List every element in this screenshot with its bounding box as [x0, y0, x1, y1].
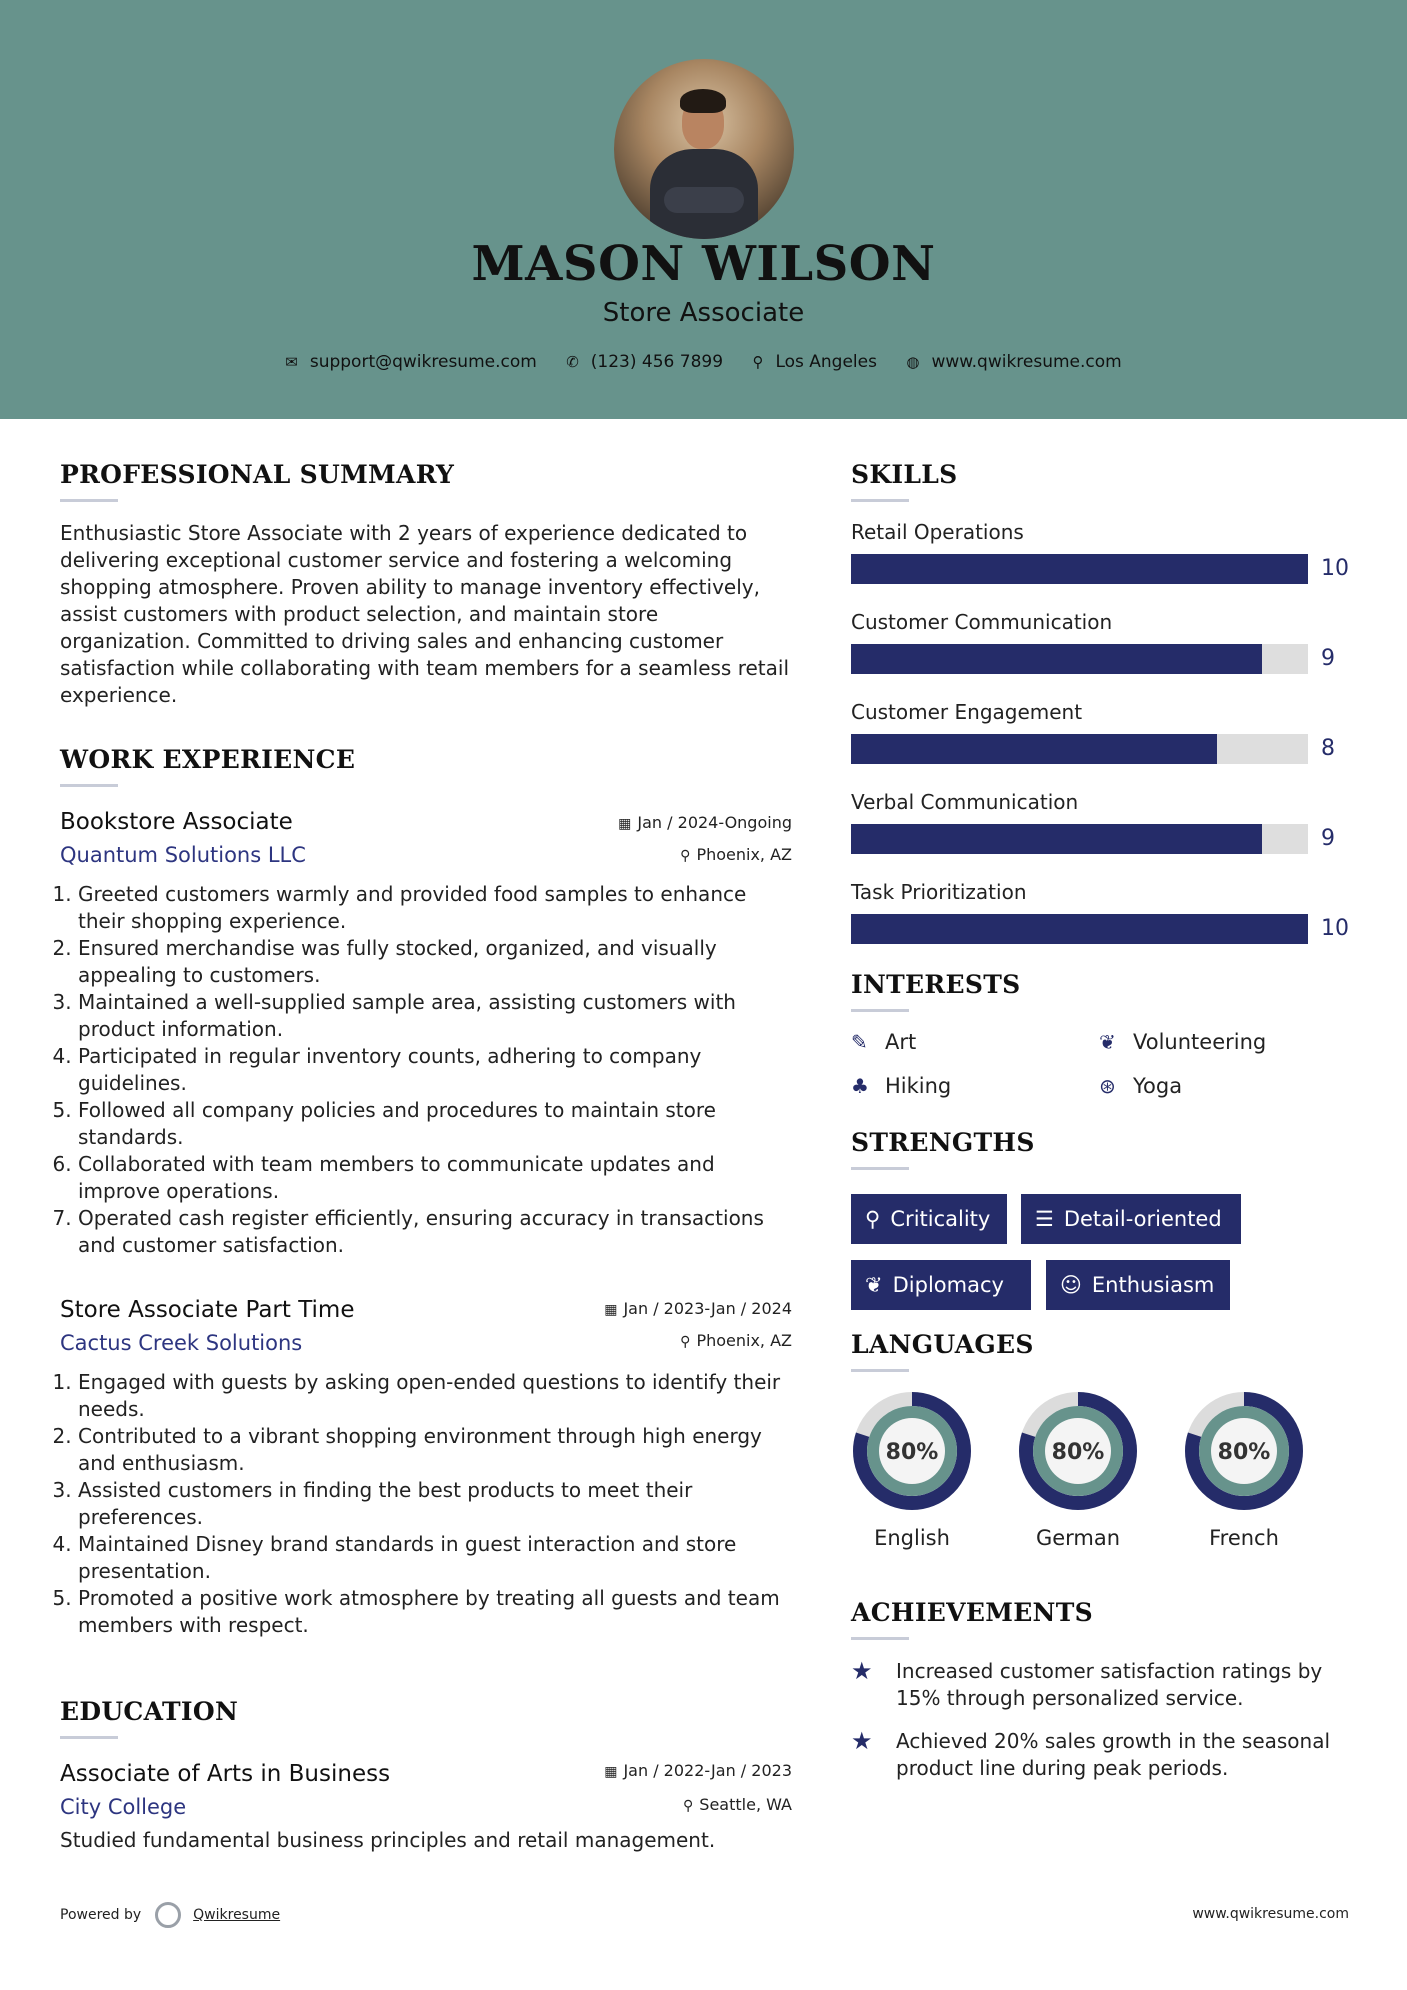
skill-fill: [851, 554, 1308, 584]
qwikresume-logo-icon: [155, 1902, 181, 1928]
education-date: ▦ Jan / 2022-Jan / 2023: [604, 1761, 792, 1780]
language-name: English: [874, 1526, 950, 1550]
summary-text: Enthusiastic Store Associate with 2 years of experience dedicated to delivering exceptional customer service and fostering a welcoming shopping atmosphere. Proven ability to manage inventory effectively, assist customers with product selection, and maintain store organization. Committed to driving sales and enhancing customer satisfaction while collaborating with team members for a seamless retail experience.: [60, 521, 789, 707]
job-bullets: [60, 881, 792, 1259]
language-name: French: [1209, 1526, 1279, 1550]
calendar-icon: ▦: [604, 1302, 618, 1318]
skill-label: Customer Engagement: [851, 700, 1083, 724]
divider: [851, 1167, 909, 1170]
education-section: [60, 1697, 792, 1854]
skills-section: [851, 460, 1351, 944]
pin-icon: ⚲: [680, 848, 691, 864]
summary-section: [60, 460, 792, 709]
skill-track: [851, 824, 1308, 854]
skill-fill: [851, 734, 1217, 764]
profile-photo: [614, 59, 794, 239]
skill-value: 9: [1321, 646, 1335, 671]
list-item: 4. Maintained Disney brand standards in guest interaction and store presentation.: [78, 1531, 792, 1585]
education-text: Studied fundamental business principles and retail management.: [60, 1828, 716, 1852]
divider: [60, 499, 118, 502]
divider: [60, 1736, 118, 1739]
handshake-icon: ❦: [865, 1273, 883, 1297]
job-entry: [60, 809, 792, 1259]
skill-fill: [851, 824, 1262, 854]
list-item: 2. Ensured merchandise was fully stocked, organized, and visually appealing to customers.: [78, 935, 792, 989]
job-location: ⚲ Phoenix, AZ: [680, 845, 792, 864]
skill-track: [851, 554, 1308, 584]
achievement-item: ★ Achieved 20% sales growth in the seasonal product line during peak periods.: [851, 1727, 1331, 1780]
language-percent: 80%: [1051, 1440, 1105, 1465]
section-title: ACHIEVEMENTS: [851, 1598, 1093, 1627]
skill-fill: [851, 644, 1262, 674]
education-location: ⚲ Seattle, WA: [683, 1795, 792, 1814]
interests-list: [851, 1030, 1351, 1120]
skill-fill: [851, 914, 1308, 944]
section-title: WORK EXPERIENCE: [60, 745, 356, 774]
job-bullets: [60, 1369, 792, 1639]
language-name: German: [1035, 1526, 1121, 1550]
handshake-icon: ❦: [1099, 1030, 1116, 1054]
divider: [851, 499, 909, 502]
list-item: 4. Participated in regular inventory counts, adhering to company guidelines.: [78, 1043, 792, 1097]
list-item: 7. Operated cash register efficiently, ensuring accuracy in transactions and customer satisfaction.: [78, 1205, 792, 1259]
skill-track: [851, 644, 1308, 674]
right-column: [851, 460, 1351, 1782]
language-item: [1183, 1390, 1305, 1550]
skill-bar: [851, 644, 1351, 674]
contact-bar: [0, 352, 1407, 372]
skill-bar: [851, 734, 1351, 764]
skill-track: [851, 914, 1308, 944]
list-item: 1. Engaged with guests by asking open-ended questions to identify their needs.: [78, 1369, 792, 1423]
section-title: SKILLS: [851, 460, 958, 489]
achievement-item: ★ Increased customer satisfaction ratings by 15% through personalized service.: [851, 1657, 1323, 1710]
paintbrush-icon: ✎: [851, 1030, 868, 1054]
star-icon: ★: [851, 1727, 873, 1755]
list-item: 3. Assisted customers in finding the best products to meet their preferences.: [78, 1477, 792, 1531]
lifering-icon: ⊛: [1099, 1074, 1116, 1098]
section-title: STRENGTHS: [851, 1128, 1035, 1157]
interests-section: [851, 970, 1351, 1120]
achievements-section: [851, 1598, 1351, 1782]
left-column: [60, 460, 792, 1854]
section-title: EDUCATION: [60, 1697, 239, 1726]
job-location: ⚲ Phoenix, AZ: [680, 1331, 792, 1350]
contact-website[interactable]: ◍ www.qwikresume.com: [906, 352, 1122, 372]
skill-value: 10: [1321, 556, 1349, 581]
divider: [851, 1009, 909, 1012]
school-name: City College: [60, 1795, 187, 1819]
language-percent: 80%: [885, 1440, 939, 1465]
job-title: Bookstore Associate: [60, 809, 293, 835]
language-ring: [1183, 1390, 1305, 1512]
skill-bar: [851, 824, 1351, 854]
contact-location: ⚲ Los Angeles: [752, 352, 877, 372]
skill-track: [851, 734, 1308, 764]
skill-label: Verbal Communication: [851, 790, 1079, 814]
pin-icon: ⚲: [683, 1798, 694, 1814]
experience-section: [60, 745, 792, 1639]
tree-icon: ♣: [851, 1074, 869, 1098]
divider: [851, 1637, 909, 1640]
candidate-role: Store Associate: [602, 298, 805, 328]
job-date: ▦ Jan / 2024-Ongoing: [618, 813, 792, 832]
skill-value: 9: [1321, 826, 1335, 851]
strength-tag: ⚲ Criticality: [851, 1194, 1007, 1244]
job-date: ▦ Jan / 2023-Jan / 2024: [604, 1299, 792, 1318]
skill-value: 10: [1321, 916, 1349, 941]
search-icon: ⚲: [865, 1207, 881, 1231]
section-title: INTERESTS: [851, 970, 1021, 999]
star-icon: ★: [851, 1657, 873, 1685]
languages-list: [851, 1390, 1351, 1570]
skill-label: Retail Operations: [851, 520, 1024, 544]
strength-tag: ❦ Diplomacy: [851, 1260, 1031, 1310]
language-ring: [851, 1390, 973, 1512]
language-percent: 80%: [1217, 1440, 1271, 1465]
candidate-name: MASON WILSON: [471, 236, 936, 292]
list-item: 5. Followed all company policies and procedures to maintain store standards.: [78, 1097, 792, 1151]
skill-label: Task Prioritization: [851, 880, 1027, 904]
list-item: 3. Maintained a well-supplied sample area, assisting customers with product information.: [78, 989, 792, 1043]
strengths-list: [851, 1194, 1351, 1324]
education-entry: [60, 1761, 792, 1854]
language-ring: [1017, 1390, 1139, 1512]
job-company: Cactus Creek Solutions: [60, 1331, 303, 1355]
degree-title: Associate of Arts in Business: [60, 1761, 391, 1787]
skill-bar: [851, 914, 1351, 944]
phone-icon: ✆: [566, 353, 579, 371]
list-item: 6. Collaborated with team members to communicate updates and improve operations.: [78, 1151, 792, 1205]
job-company: Quantum Solutions LLC: [60, 843, 306, 867]
skill-bar: [851, 554, 1351, 584]
skill-label: Customer Communication: [851, 610, 1113, 634]
strength-tag: ☰ Detail-oriented: [1021, 1194, 1241, 1244]
interest-item: ✎ Art: [851, 1030, 917, 1054]
smile-icon: ☺: [1060, 1273, 1082, 1297]
list-item: 5. Promoted a positive work atmosphere by treating all guests and team members with respect.: [78, 1585, 792, 1639]
skills-list: [851, 520, 1351, 944]
interest-item: ❦ Volunteering: [1099, 1030, 1267, 1054]
header-banner: [0, 0, 1407, 419]
calendar-icon: ▦: [604, 1764, 618, 1780]
contact-phone[interactable]: ✆ (123) 456 7899: [566, 352, 724, 372]
interest-item: ♣ Hiking: [851, 1074, 952, 1098]
list-item: 1. Greeted customers warmly and provided food samples to enhance their shopping experience.: [78, 881, 792, 935]
footer-powered-by: Powered by Qwikresume: [60, 1902, 280, 1928]
strength-tag: ☺ Enthusiasm: [1046, 1260, 1230, 1310]
strengths-section: [851, 1128, 1351, 1324]
globe-icon: ◍: [906, 353, 920, 371]
list-icon: ☰: [1035, 1207, 1054, 1231]
map-marker-icon: ⚲: [752, 353, 764, 371]
skill-value: 8: [1321, 736, 1335, 761]
language-item: [851, 1390, 973, 1550]
calendar-icon: ▦: [618, 816, 632, 832]
interest-item: ⊛ Yoga: [1099, 1074, 1183, 1098]
pin-icon: ⚲: [680, 1334, 691, 1350]
brand-link[interactable]: Qwikresume: [193, 1907, 281, 1923]
divider: [60, 784, 118, 787]
languages-section: [851, 1330, 1351, 1570]
language-item: [1017, 1390, 1139, 1550]
section-title: PROFESSIONAL SUMMARY: [60, 460, 455, 489]
envelope-icon: ✉: [285, 353, 298, 371]
list-item: 2. Contributed to a vibrant shopping environment through high energy and enthusiasm.: [78, 1423, 792, 1477]
footer-website[interactable]: www.qwikresume.com: [1192, 1906, 1349, 1922]
divider: [851, 1369, 909, 1372]
job-title: Store Associate Part Time: [60, 1297, 355, 1323]
job-entry: [60, 1297, 792, 1639]
section-title: LANGUAGES: [851, 1330, 1034, 1359]
contact-email[interactable]: ✉ support@qwikresume.com: [285, 352, 537, 372]
